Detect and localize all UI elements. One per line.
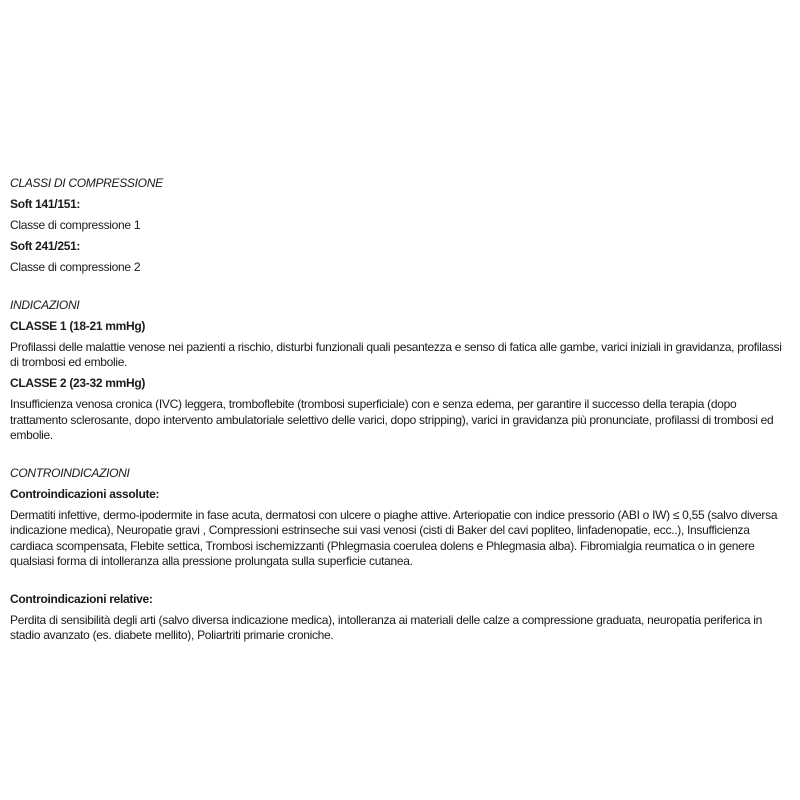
section-heading-controindicazioni: CONTROINDICAZIONI <box>10 465 130 480</box>
paragraph-classe-2-indications: Insufficienza venosa cronica (IVC) leggera, tromboflebite (trombosi superficiale) con e senza edema, per garantire il successo della terapia (dopo trattamento sclerosante, dopo intervento ambulatoriale selettivo delle varici, dopo stripping), varici in gravidanza più pronunciate, profilassi di trombosi ed embolie. <box>10 397 774 442</box>
paragraph-controindicazioni-relative: Perdita di sensibilità degli arti (salvo diversa indicazione medica), intolleranza ai materiali delle calze a compressione graduata, neuropatia periferica in stadio avanzato (es. diabete mellito), Poliartriti primarie croniche. <box>10 612 762 642</box>
section-heading-classi-di-compressione: CLASSI DI COMPRESSIONE <box>10 176 163 190</box>
text-classe-compressione-2: Classe di compressione 2 <box>10 260 141 274</box>
label-soft-241-251: Soft 241/251: <box>10 239 81 253</box>
product-description-document <box>10 176 790 649</box>
paragraph-classe-1-indications: Profilassi delle malattie venose nei pazienti a rischio, disturbi funzionali quali pesantezza e senso di fatica alle gambe, varici iniziali in gravidanza, profilassi di trombosi ed embolie. <box>10 339 782 369</box>
label-classe-1: CLASSE 1 (18-21 mmHg) <box>10 318 146 333</box>
label-controindicazioni-relative: Controindicazioni relative: <box>10 591 153 606</box>
paragraph-controindicazioni-assolute: Dermatiti infettive, dermo-ipodermite in fase acuta, dermatosi con ulcere o piaghe attive. Arteriopatie con indice pressorio (ABI o IW) ≤ 0,55 (salvo diversa indicazione medica), Neuropatie gravi , Compressioni estrinseche sui vasi venosi (cisti di Baker del cavi popliteo, linfadenopatie, ecc..), Insufficienza cardiaca scompensata, Flebite settica, Trombosi ischemizzanti (Phlegmasia coerulea dolens e Phlegmasia alba). Fibromialgia reumatica o in genere qualsiasi forma di intolleranza alla pressione prolungata sulla superficie cutanea. <box>10 507 778 568</box>
label-soft-141-151: Soft 141/151: <box>10 197 81 211</box>
text-classe-compressione-1: Classe di compressione 1 <box>10 218 141 232</box>
label-controindicazioni-assolute: Controindicazioni assolute: <box>10 486 160 501</box>
section-heading-indicazioni: INDICAZIONI <box>10 297 80 312</box>
label-classe-2: CLASSE 2 (23-32 mmHg) <box>10 376 146 390</box>
